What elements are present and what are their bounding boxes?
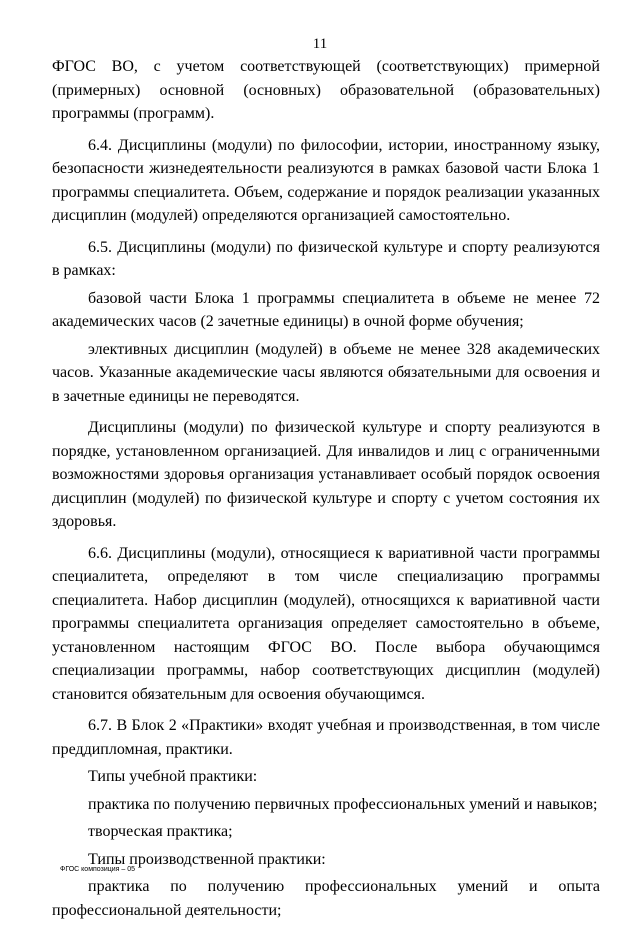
document-body <box>52 55 600 926</box>
list-heading-industrial-practice: Типы производственной практики: <box>88 850 326 868</box>
paragraph-6-6: 6.6. Дисциплины (модули), относящиеся к вариативной части программы специалитета, определяют в том числе специализацию программы специалитета. Набор дисциплин (модулей), относящихся к вариативной части программы специалитета организация определяет самостоятельно в объеме, установленном настоящим ФГОС ВО. После выбора обучающимся специализации программы, набор соответствующих дисциплин (модулей) становится обязательным для освоения обучающимся. <box>52 544 600 703</box>
list-item-primary-skills-practice: практика по получению первичных профессиональных умений и навыков; <box>88 795 598 813</box>
list-item-professional-skills-practice: практика по получению профессиональных умений и опыта профессиональной деятельности; <box>52 878 600 919</box>
paragraph-6-7: 6.7. В Блок 2 «Практики» входят учебная и производственная, в том числе преддипломная, практики. <box>52 717 600 758</box>
paragraph-6-5: 6.5. Дисциплины (модули) по физической культуре и спорту реализуются в рамках: <box>52 238 600 279</box>
paragraph-6-5-elective: элективных дисциплин (модулей) в объеме не менее 328 академических часов. Указанные академические часы являются обязательными для освоения и в зачетные единицы не переводятся. <box>52 340 600 405</box>
paragraph-6-5-order: Дисциплины (модули) по физической культуре и спорту реализуются в порядке, установленном организацией. Для инвалидов и лиц с ограниченными возможностями здоровья организация устанавливает особый порядок освоения дисциплин (модулей) по физической культуре и спорту с учетом состояния их здоровья. <box>52 419 600 530</box>
paragraph-6-5-base-part: базовой части Блока 1 программы специалитета в объеме не менее 72 академических часов (2 зачетные единицы) в очной форме обучения; <box>52 289 600 330</box>
paragraph-intro-continuation: ФГОС ВО, с учетом соответствующей (соответствующих) примерной (примерных) основной (основных) образовательной (образовательных) программы (программ). <box>52 58 600 122</box>
document-footer: ФГОС композиция – 05 <box>60 866 136 873</box>
page-number: 11 <box>312 36 328 52</box>
paragraph-6-4: 6.4. Дисциплины (модули) по философии, истории, иностранному языку, безопасности жизнедеятельности реализуются в рамках базовой части Блока 1 программы специалитета. Объем, содержание и порядок реализации указанных дисциплин (модулей) определяются организацией самостоятельно. <box>52 136 600 224</box>
list-item-creative-practice: творческая практика; <box>88 823 233 840</box>
list-heading-educational-practice: Типы учебной практики: <box>88 768 258 785</box>
